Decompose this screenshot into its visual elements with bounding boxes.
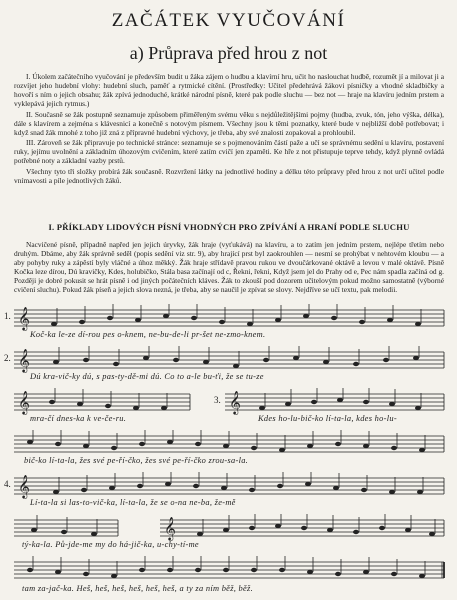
- intro-paragraph-1: I. Úkolem začátečního vyučování je především budit u žáka zájem o hudbu a klavírní hru, učit ho naslouchat hudbě, rozumět jí a milovat ji a rozvíjet jeho hudební vlohy: hudební sluch, paměť a rytmické cítění. (Prostředky: Učitel předehrává žákovi písničky a vhodné skladbičky a hovoří s ním o jejich obsahu; žák zpívá jednoduché, krátké národní písně, které pak podle sluchu — bez not — hraje na klavíru jedním prstem a vyklepává jejich rytmus.): [14, 72, 444, 109]
- music-staff-6: [0, 514, 457, 554]
- staff-lines-7: [0, 556, 457, 600]
- treble-clef-icon: 𝄞: [18, 476, 30, 498]
- lyric-line: tam za-jač-ka. Heš, heš, heš, heš, heš, heš, a ty za ním běž, běž.: [22, 584, 253, 593]
- treble-clef-icon: 𝄞: [18, 350, 30, 372]
- section-heading: I. PŘÍKLADY LIDOVÝCH PÍSNÍ VHODNÝCH PRO ZPÍVÁNÍ A HRANÍ PODLE SLUCHU: [48, 222, 410, 232]
- example-number: 1.: [4, 311, 11, 321]
- treble-clef-icon: 𝄞: [229, 392, 241, 414]
- treble-clef-icon: 𝄞: [18, 308, 30, 330]
- section-body: [14, 240, 444, 295]
- lyric-line: tý-ka-la. Pů-jde-me my do há-jič-ka, u-chy-tí-me: [22, 540, 199, 549]
- section-paragraph: Nacvičené písně, případně napřed jen jejich úryvky, žák hraje (vyťukává) na klavíru, a to zatím jen jedním prstem, nejlépe třetím nebo druhým. Dbáme, aby žák správně seděl (popis sedění viz str. 9), aby hrající prst byl zaokrouhlen — nesmí se prohýbat v nehtovém kloubu — a aby pohyby ruky a zápěstí byly vláčné a úhoz měkký. Žák hraje střídavě pravou rukou ve dvoučárkované oktávě a levou v malé oktávě. Písně Kočka leze dírou, Dú kravičky, Kdes, holubičko, Stála basa začínají od c, Řekni, řekni, Když jsem jel do Prahy od e, Pec nám spadla začíná od g. Později je dobré pokusit se hrát písně i od jiných počátečních kláves. Žák to zkouší pod dozorem učitelovým pokud možno samostatně (výborné cvičení sluchu). Pokud žák píseň a jejich slova nezná, je třeba, aby se naučil je zpívat se slovy. Nejdříve se učí textu, pak melodii.: [14, 240, 444, 295]
- music-staff-4: [0, 430, 457, 470]
- music-staff-2: [0, 346, 457, 386]
- intro-paragraph-4: Všechny tyto tři složky probírá žák současně. Rozvržení látky na jednotlivé hodiny a délku této průpravy před hrou z not určí učitel podle vnímavosti a píle jednotlivých žáků.: [14, 166, 444, 185]
- example-number: 4.: [4, 479, 11, 489]
- lyric-line: Dú kra-vič-ky dú, s pas-ty-dě-mi dú. Co to a-le bu-ťi, že se tu-ze: [30, 372, 264, 381]
- intro-paragraph-2: II. Současně se žák postupně seznamuje způsobem přiměřeným svému věku s nejdůležitějšími pojmy (hudba, zvuk, tón, jeho výška, délka), dále s klavírem a zejména s klávesnicí a konečně s notovým písmem. Všechny jsou k těmi poznatky, které bude v nejbližší době potřebovat; i když snad žák mnohé z toho již zná z přípravné hudební výchovy, je třeba, aby své znalosti zopakoval a prohloubil.: [14, 109, 444, 137]
- music-staff-7: [0, 556, 457, 600]
- lyric-line: mra-čí dnes-ka k ve-če-ru.: [30, 414, 127, 423]
- page-title: ZAČÁTEK VYUČOVÁNÍ: [111, 10, 346, 31]
- lyric-line: bič-ko lí-ta-la, žes své pe-ří-čko, žes své pe-ří-čko zrou-sa-la.: [24, 456, 249, 465]
- lyric-line: Koč-ka le-ze dí-rou pes o-knem, ne-bu-de-li pr-šet ne-zmo-knem.: [30, 330, 266, 339]
- music-staff-1: [0, 304, 457, 344]
- example-number: 3.: [214, 395, 221, 405]
- page-subtitle: a) Průprava před hrou z not: [129, 43, 328, 63]
- music-staff-5: [0, 472, 457, 512]
- treble-clef-icon: 𝄞: [18, 392, 30, 414]
- lyric-line: Kdes ho-lu-bič-ko lí-ta-la, kdes ho-lu-: [258, 414, 397, 423]
- treble-clef-icon: 𝄞: [164, 518, 176, 540]
- lyric-line: Lí-ta-la si las-to-vič-ka, lí-ta-la, že se o-na ne-ba, že-mě: [30, 498, 236, 507]
- intro-text: [14, 72, 444, 186]
- intro-paragraph-3: III. Zároveň se žák připravuje po technické stránce: seznamuje se s pojmenováním částí paže a učí se správnému sedění u klavíru, postavení ruky, jejímu uvolnění a základním úhozovým cvičením, které zatím cvičí jen zpaměti. Ke hře z not přistupuje teprve tehdy, když plynně ovládá potřebné noty a základní vazby prstů.: [14, 138, 444, 166]
- example-number: 2.: [4, 353, 11, 363]
- music-staff-3: [0, 388, 457, 428]
